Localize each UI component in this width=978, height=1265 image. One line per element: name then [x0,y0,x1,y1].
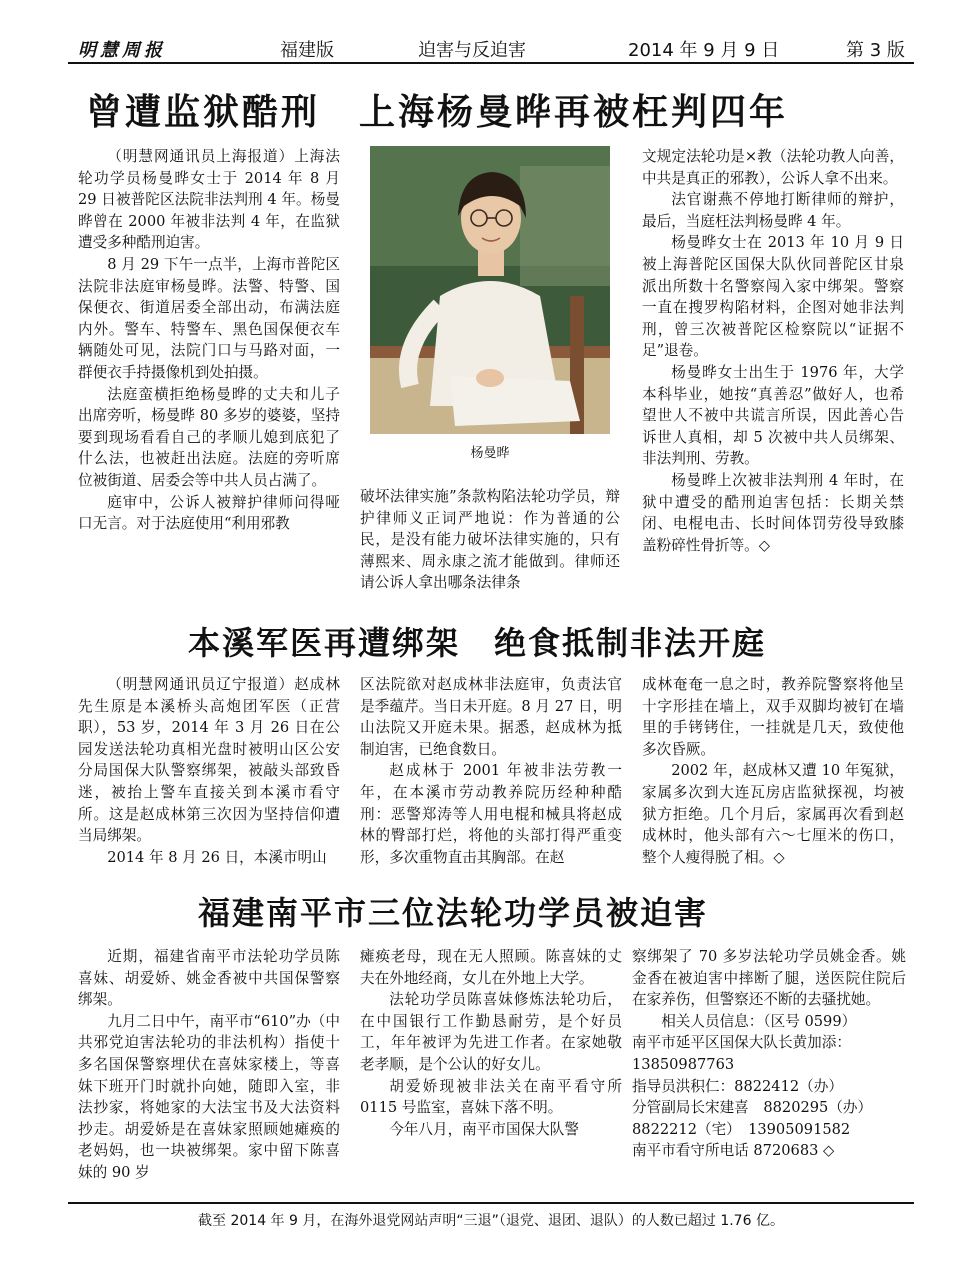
paragraph: 察绑架了 70 多岁法轮功学员姚金香。姚金香在被迫害中摔断了腿，送医院住院后在家养伤，但警察还不断的去骚扰她。 [632,948,906,1009]
paragraph: 杨曼晔女士在 2013 年 10 月 9 日被上海普陀区国保大队伙同普陀区甘泉派出所数十名警察闯入家中绑架。警察一直在搜罗构陷材料，企图对她非法判刑，曾三次被普陀区检察院以“证据不足”退卷。 [642,234,904,360]
article2-column3 [642,674,904,874]
paragraph: 成林奄奄一息之时，教养院警察将他呈十字形挂在墙上，双手双脚均被钉在墙里的手铐铐住，一挂就是几天，致使他多次昏厥。 [642,676,904,758]
photo-caption: 杨曼晔 [470,446,510,461]
paragraph: 近期，福建省南平市法轮功学员陈喜妹、胡爱娇、姚金香被中共国保警察绑架。 [78,948,340,1009]
paragraph: 法庭蛮横拒绝杨曼晔的丈夫和儿子出席旁听，杨曼晔 80 多岁的婆婆，坚持要到现场看看自己的孝顺儿媳到底犯了什么法，也被赶出法庭。法庭的旁听席位被街道、居委会等中共人员占满了。 [78,385,340,489]
paragraph: 破坏法律实施”条款构陷法轮功学员，辩护律师义正词严地说：作为普通的公民，是没有能力破坏法律实施的，只有薄熙来、周永康之流才能做到。律师还请公诉人拿出哪条法律条 [360,488,620,592]
paragraph: 区法院欲对赵成林非法庭审，负责法官是季蕴芹。当日未开庭。8 月 27 日，明山法院又开庭未果。据悉，赵成林为抵制迫害，已绝食数日。 [360,676,622,758]
portrait-image [370,146,610,434]
article2-column1 [78,674,340,874]
contact-line: 13850987763 [632,1055,735,1073]
contact-line: 南平市看守所电话 8720683 ◇ [632,1142,835,1160]
article2-title: 本溪军医再遭绑架 绝食抵制非法开庭 [188,624,767,662]
footer-notice: 截至 2014 年 9 月，在海外退党网站声明“三退”（退党、退团、退队）的人数已超过 1.76 亿。 [198,1213,784,1229]
paragraph: 庭审中，公诉人被辩护律师问得哑口无言。对于法庭使用“利用邪教 [78,493,340,533]
paragraph: 胡爱娇现被非法关在南平看守所 0115 号监室，喜妹下落不明。 [360,1077,622,1117]
article1-title: 曾遭监狱酷刑 上海杨曼晔再被枉判四年 [86,91,789,133]
contact-line: 指导员洪积仁：8822412（办） [632,1077,843,1095]
paragraph: 杨曼晔女士出生于 1976 年，大学本科毕业，她按“真善忍”做好人，也希望世人不被中共谎言所误，因此善心告诉世人真相，却 5 次被中共人员绑架、非法判刑、劳教。 [642,363,904,468]
paragraph: （明慧网通讯员上海报道）上海法轮功学员杨曼晔女士于 2014 年 8 月 29 日被普陀区法院非法判刑 4 年。杨曼晔曾在 2000 年被非法判 4 年，在监狱遭受多种酷刑迫害。 [78,148,340,252]
page-number: 第 3 版 [846,40,905,61]
paragraph: 杨曼晔上次被非法判刑 4 年时，在狱中遭受的酷刑迫害包括：长期关禁闭、电棍电击、长时间体罚劳役导致膝盖粉碎性骨折等。◇ [642,471,904,554]
article3-title: 福建南平市三位法轮功学员被迫害 [198,894,709,932]
article3-column1 [78,946,340,1196]
article2-column2 [360,674,622,874]
article1-column3 [642,146,904,596]
article1-column2 [360,486,620,596]
contact-line: 分管副局长宋建喜 8820295（办） [632,1099,873,1117]
paragraph: 相关人员信息：（区号 0599） [661,1012,857,1030]
paragraph: 瘫痪老母，现在无人照顾。陈喜妹的丈夫在外地经商，女儿在外地上大学。 [360,948,622,987]
contact-line: 南平市延平区国保大队长黄加添： [632,1034,851,1052]
section-label: 迫害与反迫害 [418,40,526,61]
paragraph: 九月二日中午，南平市“610”办（中共邪党迫害法轮功的非法机构）指使十多名国保警察埋伏在喜妹家楼上，等喜妹下班开门时就扑向她，随即入室，非法抄家，将她家的大法宝书及大法资料抄走。胡爱娇是在喜妹家照顾她瘫痪的老妈妈，也一块被绑架。家中留下陈喜妹的 90 岁 [78,1012,340,1181]
article3-column3 [632,946,906,1196]
contact-line: 8822212（宅） 13905091582 [632,1120,851,1138]
article3-column2 [360,946,622,1196]
issue-date: 2014 年 9 月 9 日 [628,40,780,61]
paragraph: 法官谢燕不停地打断律师的辩护，最后，当庭枉法判杨曼晔 4 年。 [642,191,904,230]
edition-label: 福建版 [280,40,334,61]
paragraph: 赵成林于 2001 年被非法劳教一年，在本溪市劳动教养院历经种种酷刑：恶警郑涛等人用电棍和械具将赵成林的臀部打烂，将他的头部打得严重变形，多次重物直击其胸部。在赵 [360,762,622,866]
footer-divider [68,1202,914,1204]
paragraph: 2014 年 8 月 26 日，本溪市明山 [107,848,327,866]
paragraph: 今年八月，南平市国保大队警 [389,1120,579,1138]
paragraph: （明慧网通讯员辽宁报道）赵成林先生原是本溪桥头高炮团军医（正营职），53 岁，2014 年 3 月 26 日在公园发送法轮功真相光盘时被明山区公安分局国保大队警察绑架，被敲头部致昏迷，被抬上警车直接关到本溪市看守所。这是赵成林第三次因为坚持信仰遭当局绑架。 [78,676,340,845]
paragraph: 法轮功学员陈喜妹修炼法轮功后，在中国银行工作勤恳耐劳，是个好员工，年年被评为先进工作者。在家她敬老孝顺，是个公认的好女儿。 [360,991,622,1073]
paragraph: 2002 年，赵成林又遭 10 年冤狱，家属多次到大连瓦房店监狱探视，均被狱方拒绝。几个月后，家属再次看到赵成林时，他头部有六～七厘米的伤口，整个人瘦得脱了相。◇ [642,762,904,866]
paragraph: 文规定法轮功是×教（法轮功教人向善，中共是真正的邪教），公诉人拿不出来。 [642,148,904,187]
paragraph: 8 月 29 下午一点半，上海市普陀区法院非法庭审杨曼晔。法警、特警、国保便衣、街道居委全部出动，布满法庭内外。警车、特警车、黑色国保便衣车辆随处可见，法院门口与马路对面，一群便衣手持摄像机到处拍摄。 [78,255,340,381]
page-header [68,30,914,64]
paper-name: 明慧周报 [78,40,166,61]
article1-column1 [78,146,340,596]
portrait-photo [370,146,610,434]
